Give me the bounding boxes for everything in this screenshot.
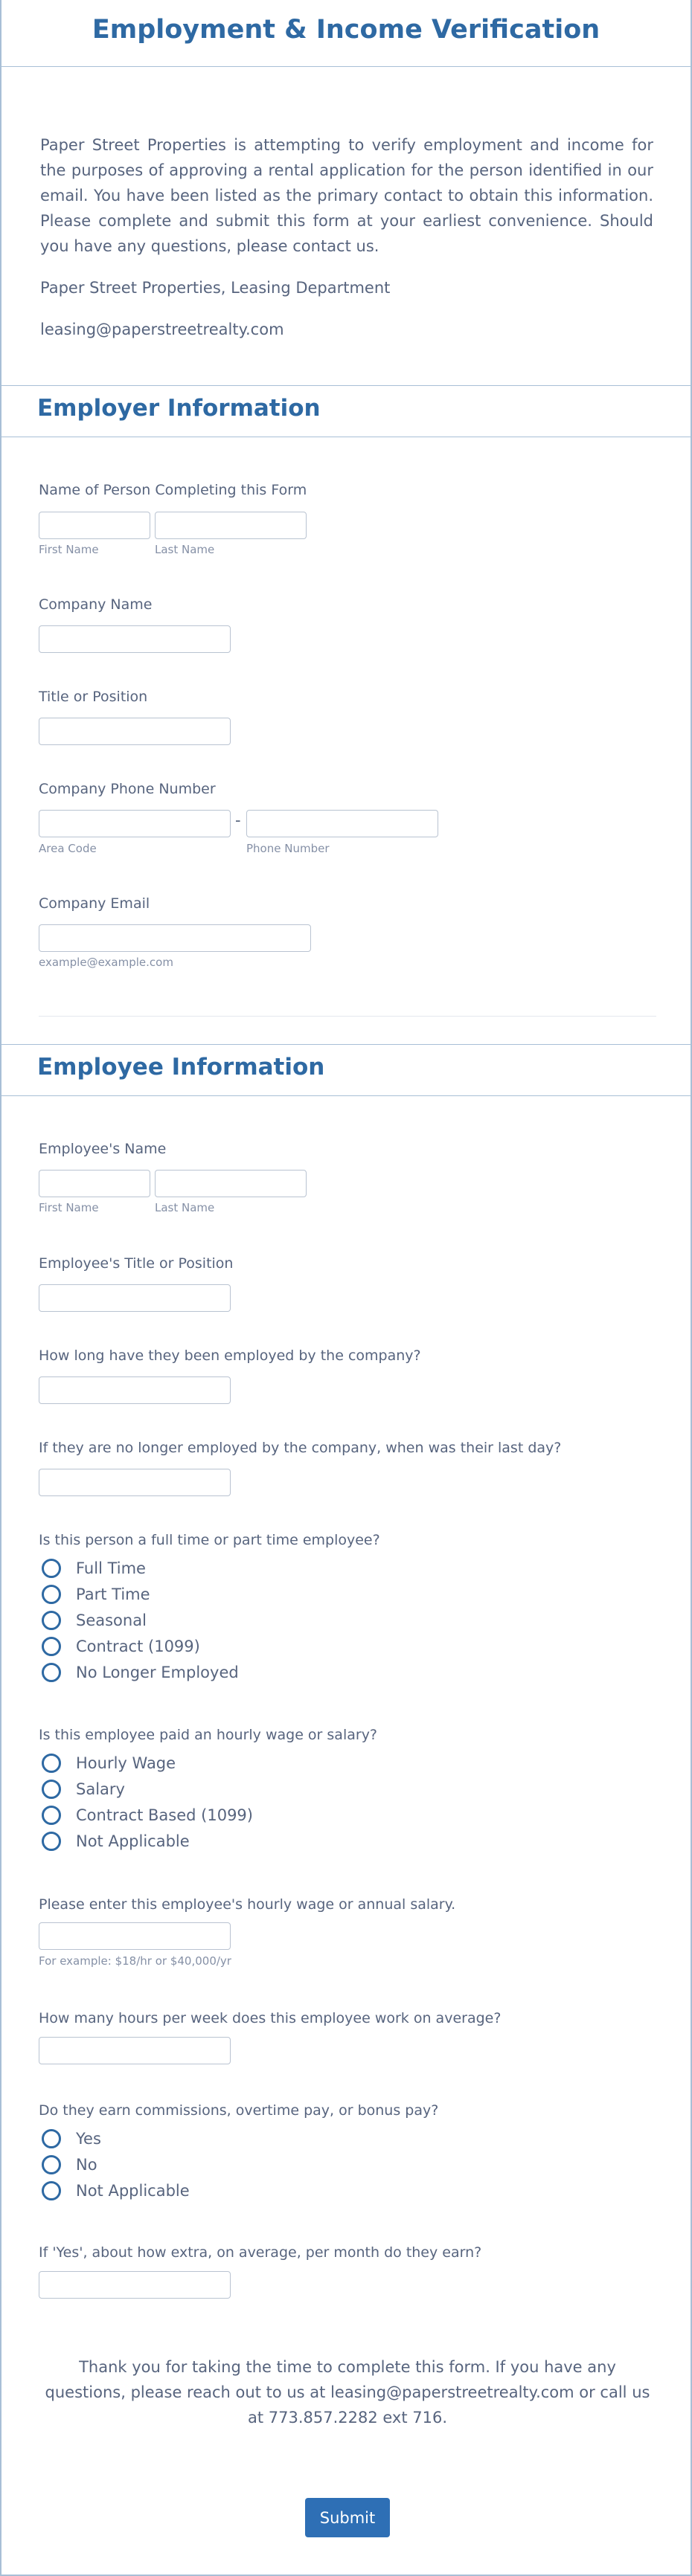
area-code-input[interactable] — [39, 810, 231, 837]
section-divider — [39, 1016, 656, 1017]
radio-contract-based-label: Contract Based (1099) — [76, 1806, 253, 1824]
completer-last-name-input[interactable] — [155, 512, 307, 539]
radio-part-time[interactable] — [42, 1585, 61, 1604]
last-day-label: If they are no longer employed by the company, when was their last day? — [39, 1440, 562, 1456]
employment-duration-input[interactable] — [39, 1376, 231, 1404]
last-day-input[interactable] — [39, 1469, 231, 1496]
employee-name-label: Employee's Name — [39, 1141, 167, 1157]
completer-last-name-sublabel: Last Name — [155, 543, 215, 556]
wage-label: Please enter this employee's hourly wage or annual salary. — [39, 1896, 456, 1913]
radio-full-time[interactable] — [42, 1559, 61, 1578]
radio-pay-not-applicable-label: Not Applicable — [76, 1832, 190, 1850]
intro-section — [1, 67, 691, 384]
radio-commission-not-applicable-label: Not Applicable — [76, 2182, 190, 2200]
phone-number-sublabel: Phone Number — [246, 842, 330, 855]
page-title: Employment & Income Verification — [92, 15, 600, 45]
intro-email: leasing@paperstreetrealty.com — [40, 321, 284, 338]
company-email-hint: example@example.com — [39, 956, 173, 969]
radio-no-longer-employed-label: No Longer Employed — [76, 1664, 239, 1681]
intro-signature: Paper Street Properties, Leasing Department — [40, 279, 391, 297]
employee-last-name-input[interactable] — [155, 1170, 307, 1197]
employee-first-name-sublabel: First Name — [39, 1201, 99, 1214]
hours-input[interactable] — [39, 2037, 231, 2064]
thank-you-message: Thank you for taking the time to complete this form. If you have any questions, please reach out to us at leasing@paperstreetrealty.com or call us at 773.857.2282 ext 716. — [45, 2358, 650, 2427]
radio-contract-label: Contract (1099) — [76, 1638, 200, 1655]
radio-salary[interactable] — [42, 1780, 61, 1799]
extra-earnings-input[interactable] — [39, 2271, 231, 2299]
radio-pay-not-applicable[interactable] — [42, 1832, 61, 1851]
radio-commission-yes[interactable] — [42, 2129, 61, 2148]
employment-duration-label: How long have they been employed by the company? — [39, 1347, 421, 1364]
intro-paragraph: Paper Street Properties is attempting to verify employment and income for the purposes of approving a rental application for the person identified in our email. You have been listed as the primary contact to obtain this information. Please complete and submit this form at your earliest convenience. Should you have any questions, please contact us. — [40, 136, 653, 255]
company-phone-label: Company Phone Number — [39, 781, 216, 797]
radio-full-time-label: Full Time — [76, 1559, 146, 1577]
radio-hourly-wage[interactable] — [42, 1754, 61, 1773]
phone-number-input[interactable] — [246, 810, 438, 837]
title-position-label: Title or Position — [39, 689, 148, 705]
completer-first-name-sublabel: First Name — [39, 543, 99, 556]
employee-title-input[interactable] — [39, 1284, 231, 1312]
radio-seasonal[interactable] — [42, 1611, 61, 1630]
employee-last-name-sublabel: Last Name — [155, 1201, 215, 1214]
radio-commission-not-applicable[interactable] — [42, 2181, 61, 2200]
commission-label: Do they earn commissions, overtime pay, or bonus pay? — [39, 2102, 439, 2119]
page-header — [1, 0, 691, 67]
radio-commission-no-label: No — [76, 2156, 97, 2174]
employee-section-title: Employee Information — [37, 1054, 325, 1081]
phone-separator: - — [235, 811, 241, 829]
employee-section-header — [1, 1044, 691, 1096]
company-name-input[interactable] — [39, 625, 231, 653]
company-name-label: Company Name — [39, 596, 153, 613]
radio-part-time-label: Part Time — [76, 1585, 150, 1603]
employer-section-header — [1, 385, 691, 437]
completer-name-label: Name of Person Completing this Form — [39, 482, 307, 498]
employment-type-label: Is this person a full time or part time employee? — [39, 1532, 380, 1548]
extra-earnings-label: If 'Yes', about how extra, on average, per month do they earn? — [39, 2244, 482, 2261]
radio-contract[interactable] — [42, 1637, 61, 1656]
radio-commission-yes-label: Yes — [76, 2130, 101, 2148]
wage-input[interactable] — [39, 1922, 231, 1950]
company-email-input[interactable] — [39, 924, 311, 952]
radio-seasonal-label: Seasonal — [76, 1611, 147, 1629]
area-code-sublabel: Area Code — [39, 842, 97, 855]
radio-contract-based[interactable] — [42, 1806, 61, 1825]
radio-commission-no[interactable] — [42, 2155, 61, 2174]
submit-button[interactable]: Submit — [305, 2498, 390, 2537]
employer-section-title: Employer Information — [37, 395, 321, 422]
employee-first-name-input[interactable] — [39, 1170, 150, 1197]
radio-no-longer-employed[interactable] — [42, 1663, 61, 1682]
hours-label: How many hours per week does this employee work on average? — [39, 2010, 502, 2026]
radio-hourly-wage-label: Hourly Wage — [76, 1754, 176, 1772]
completer-first-name-input[interactable] — [39, 512, 150, 539]
employee-title-label: Employee's Title or Position — [39, 1255, 234, 1272]
radio-salary-label: Salary — [76, 1780, 125, 1798]
pay-type-label: Is this employee paid an hourly wage or salary? — [39, 1727, 378, 1743]
wage-hint: For example: $18/hr or $40,000/yr — [39, 1954, 231, 1968]
title-position-input[interactable] — [39, 718, 231, 745]
company-email-label: Company Email — [39, 895, 150, 912]
